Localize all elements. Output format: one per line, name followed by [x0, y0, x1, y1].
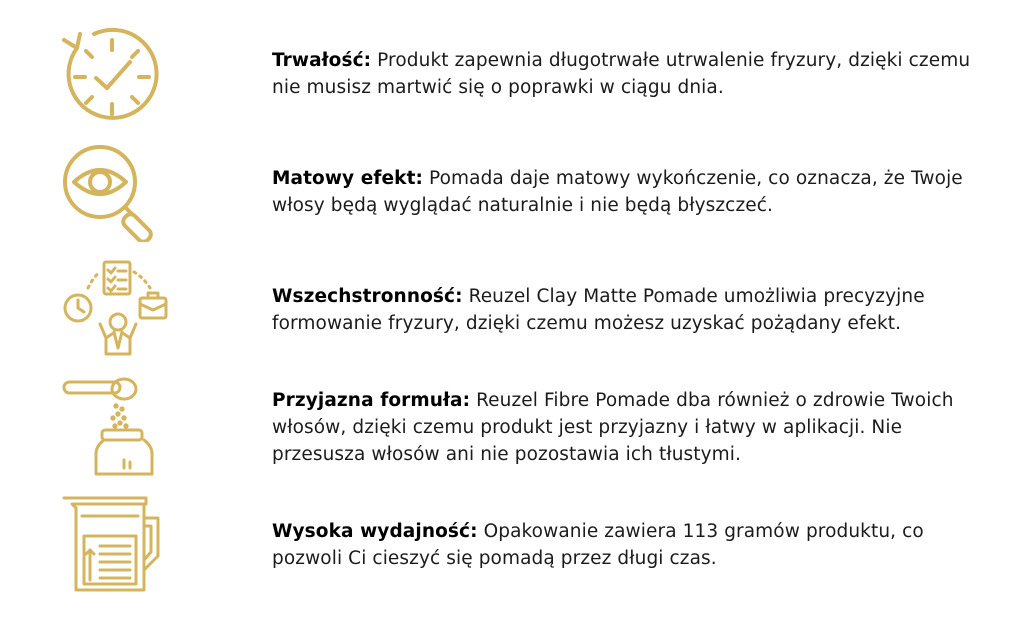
- spoon-jar-icon: [58, 376, 158, 476]
- feature-description: Opakowanie zawiera 113 gramów produktu, co pozwoli Ci cieszyć się pomadą przez długi czas.: [272, 521, 924, 569]
- measuring-jug-icon: [58, 494, 168, 596]
- feature-title: Wysoka wydajność:: [272, 521, 478, 542]
- eye-magnifier-icon: [58, 142, 164, 242]
- feature-title: Matowy efekt:: [272, 168, 424, 189]
- feature-text: [272, 165, 972, 219]
- feature-description: Reuzel Fibre Pomade dba również o zdrowie Twoich włosów, dzięki czemu produkt jest przyjazny i łatwy w aplikacji. Nie przesusza włosów ani nie pozostawia ich tłustymi.: [272, 390, 954, 465]
- feature-title: Trwałość:: [272, 50, 372, 71]
- versatility-icon: [58, 258, 170, 358]
- feature-description: Reuzel Clay Matte Pomade umożliwia precyzyjne formowanie fryzury, dzięki czemu możesz uzyskać pożądany efekt.: [272, 286, 925, 334]
- feature-title: Przyjazna formuła:: [272, 390, 471, 411]
- feature-title: Wszechstronność:: [272, 286, 463, 307]
- feature-text: [272, 47, 972, 101]
- clock-check-icon: [58, 26, 162, 122]
- feature-text: [272, 518, 972, 572]
- feature-text: [272, 283, 972, 337]
- feature-description: Pomada daje matowy wykończenie, co oznacza, że Twoje włosy będą wyglądać naturalnie i nie będą błyszczeć.: [272, 168, 963, 216]
- feature-description: Produkt zapewnia długotrwałe utrwalenie fryzury, dzięki czemu nie musisz martwić się o poprawki w ciągu dnia.: [272, 50, 971, 98]
- feature-text: [272, 387, 972, 468]
